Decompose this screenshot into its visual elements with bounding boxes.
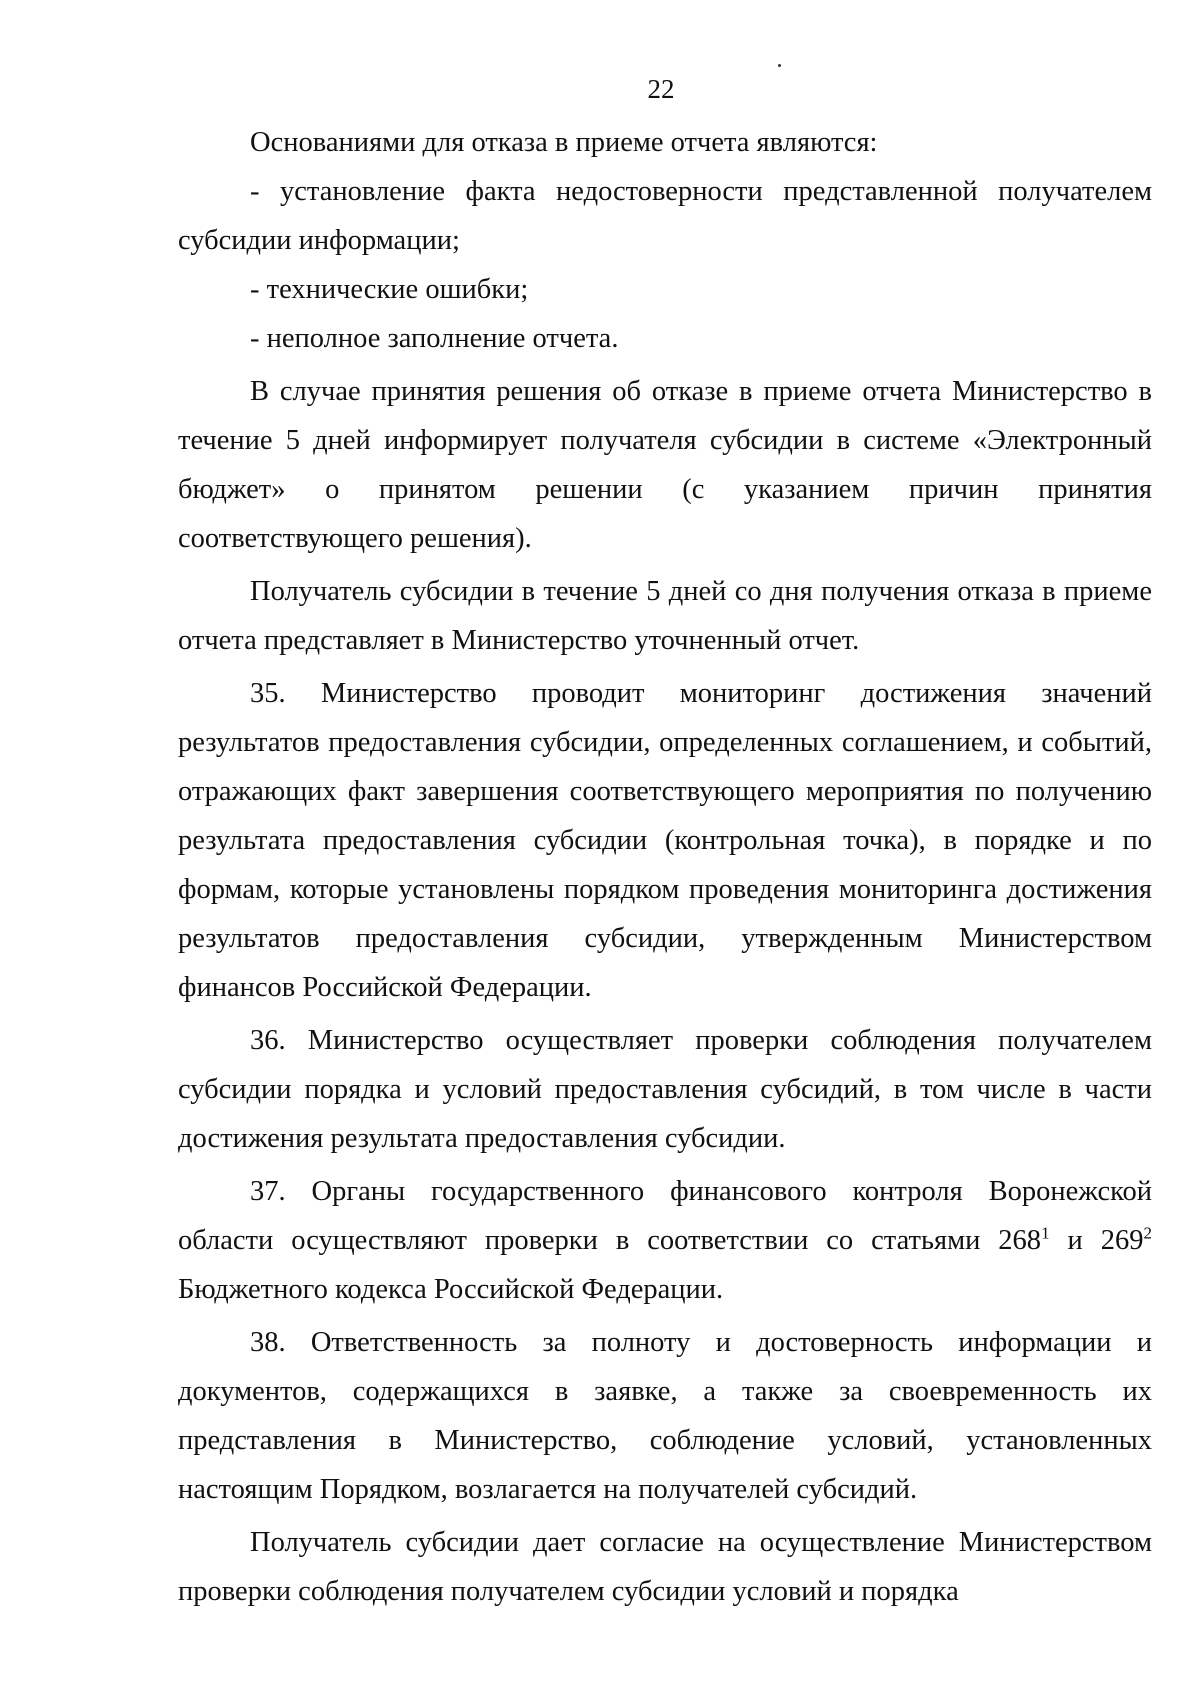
paragraph-refusal-grounds: Основаниями для отказа в приеме отчета являются: xyxy=(250,127,878,158)
paragraph-refined-report: Получатель субсидии в течение 5 дней со дня получения отказа в приеме отчета представляет в Министерство уточненный отчет. xyxy=(178,576,1152,656)
document-body xyxy=(178,118,1152,1616)
paragraph-bullet-unreliable-info: - установление факта недостоверности представленной получателем субсидии информации; xyxy=(178,176,1152,256)
paragraph-bullet-incomplete-report: - неполное заполнение отчета. xyxy=(250,323,619,354)
item-37-superscript-1: 1 xyxy=(1041,1223,1050,1243)
paragraph-bullet-technical-errors: - технические ошибки; xyxy=(250,274,529,305)
paragraph-item-35: 35. Министерство проводит мониторинг достижения значений результатов предоставления субсидии, определенных соглашением, и событий, отражающих факт завершения соответствующего мероприятия по получению результата предоставления субсидии (контрольная точка), в порядке и по формам, которые установлены порядком проведения мониторинга достижения результатов предоставления субсидии, утвержденным Министерством финансов Российской Федерации. xyxy=(178,678,1152,1003)
paragraph-consent: Получатель субсидии дает согласие на осуществление Министерством проверки соблюдения получателем субсидии условий и порядка xyxy=(178,1527,1152,1607)
item-37-text-c: Бюджетного кодекса Российской Федерации. xyxy=(178,1274,724,1305)
scan-speck xyxy=(778,64,781,67)
paragraph-item-38: 38. Ответственность за полноту и достоверность информации и документов, содержащихся в заявке, а также за своевременность их представления в Министерство, соблюдение условий, установленных настоящим Порядком, возлагается на получателей субсидий. xyxy=(178,1327,1152,1505)
item-37-text-b: и 269 xyxy=(1049,1225,1144,1256)
page-number: 22 xyxy=(647,74,675,104)
item-37-text-a: 37. Органы государственного финансового контроля Воронежской области осуществляют проверки в соответствии со статьями 268 xyxy=(178,1176,1152,1256)
paragraph-item-36: 36. Министерство осуществляет проверки соблюдения получателем субсидии порядка и условий предоставления субсидий, в том числе в части достижения результата предоставления субсидии. xyxy=(178,1025,1152,1154)
paragraph-refusal-decision: В случае принятия решения об отказе в приеме отчета Министерство в течение 5 дней информирует получателя субсидии в системе «Электронный бюджет» о принятом решении (с указанием причин принятия соответствующего решения). xyxy=(178,376,1152,554)
item-37-superscript-2: 2 xyxy=(1143,1223,1152,1243)
paragraph-item-37 xyxy=(178,1167,1152,1314)
